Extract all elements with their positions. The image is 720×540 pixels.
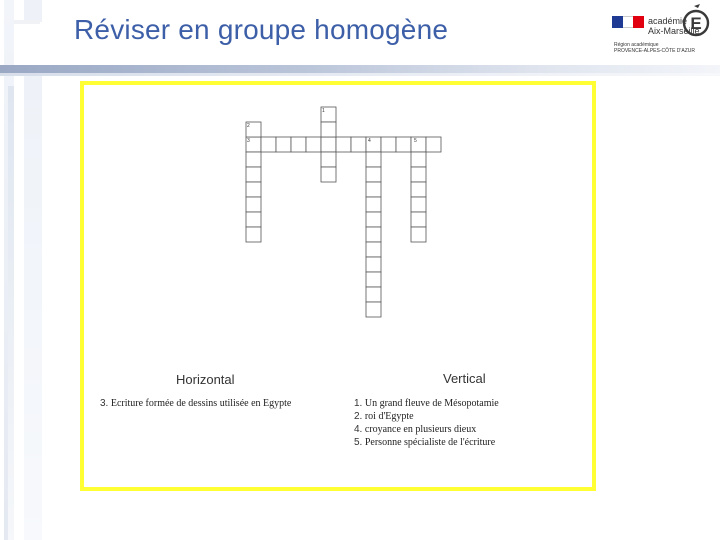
crossword-cell [366, 182, 381, 197]
academy-logo [612, 4, 712, 56]
vertical-clue [354, 436, 495, 449]
crossword-cell [366, 152, 381, 167]
title-rule-light [0, 73, 720, 76]
region-text [614, 42, 695, 54]
crossword-cell [306, 137, 321, 152]
title-rule [0, 65, 720, 73]
vertical-clue [354, 423, 476, 436]
crossword-cell [276, 137, 291, 152]
clue-number-1: 1 [322, 108, 325, 114]
crossword-cell [366, 302, 381, 317]
academy-e-icon [682, 4, 710, 38]
clue-number: 4. [354, 424, 363, 435]
crossword-cell [321, 152, 336, 167]
slide-title: Réviser en groupe homogène [74, 14, 449, 45]
crossword-cell [366, 167, 381, 182]
crossword-cell [411, 182, 426, 197]
academy-line-2: Aix-Marseille [648, 26, 700, 36]
clue-number: 1. [354, 398, 363, 409]
crossword-cell [366, 287, 381, 302]
crossword-cell [411, 152, 426, 167]
crossword-cell [321, 167, 336, 182]
republic-flag-icon [612, 16, 644, 28]
clue-text: Personne spécialiste de l'écriture [364, 437, 496, 448]
crossword-cell [246, 212, 261, 227]
clue-number: 5. [354, 437, 363, 448]
crossword-cell [366, 257, 381, 272]
crossword-grid [84, 85, 592, 487]
crossword-cell [246, 227, 261, 242]
decorative-bar [24, 0, 42, 22]
region-line-2: PROVENCE-ALPES-CÔTE D'AZUR [614, 48, 695, 54]
crossword-frame [80, 81, 596, 491]
svg-text:E: E [690, 14, 702, 33]
crossword-cell [321, 122, 336, 137]
horizontal-clue [100, 397, 291, 410]
clue-number-2: 2 [247, 123, 250, 129]
crossword-cell [246, 152, 261, 167]
clue-number-5: 5 [414, 138, 417, 144]
crossword-cell [336, 137, 351, 152]
crossword-cell [366, 227, 381, 242]
decorative-bar [8, 86, 14, 540]
crossword-cell [426, 137, 441, 152]
crossword-cell [396, 137, 411, 152]
crossword-cell [411, 167, 426, 182]
crossword-cell [246, 197, 261, 212]
crossword-cell [381, 137, 396, 152]
crossword-cell [246, 167, 261, 182]
decorative-bar [24, 68, 42, 540]
clue-text: Un grand fleuve de Mésopotamie [364, 398, 499, 409]
crossword-cell [261, 137, 276, 152]
clue-text: croyance en plusieurs dieux [364, 424, 477, 435]
vertical-clue [354, 397, 499, 410]
clue-number-3: 3 [247, 138, 250, 144]
horizontal-heading: Horizontal [176, 372, 235, 387]
clue-number: 2. [354, 411, 363, 422]
region-line-1: Région académique [614, 42, 659, 48]
decorative-bar [14, 20, 40, 24]
crossword-cell [366, 212, 381, 227]
vertical-heading: Vertical [443, 371, 486, 386]
crossword-cell [411, 197, 426, 212]
crossword-cell [366, 242, 381, 257]
vertical-clue [354, 410, 414, 423]
academy-line-1: académie [648, 16, 688, 26]
clue-number: 3. [100, 398, 109, 409]
clue-text: roi d'Egypte [364, 411, 414, 422]
crossword-cell [246, 182, 261, 197]
clue-number-4: 4 [368, 138, 371, 144]
crossword-cell [411, 227, 426, 242]
crossword-cell [291, 137, 306, 152]
crossword-cell [321, 137, 336, 152]
crossword-cell [351, 137, 366, 152]
crossword-cell [411, 212, 426, 227]
crossword-cell [366, 272, 381, 287]
clue-text: Ecriture formée de dessins utilisée en Egypte [110, 398, 292, 409]
crossword-cell [366, 197, 381, 212]
